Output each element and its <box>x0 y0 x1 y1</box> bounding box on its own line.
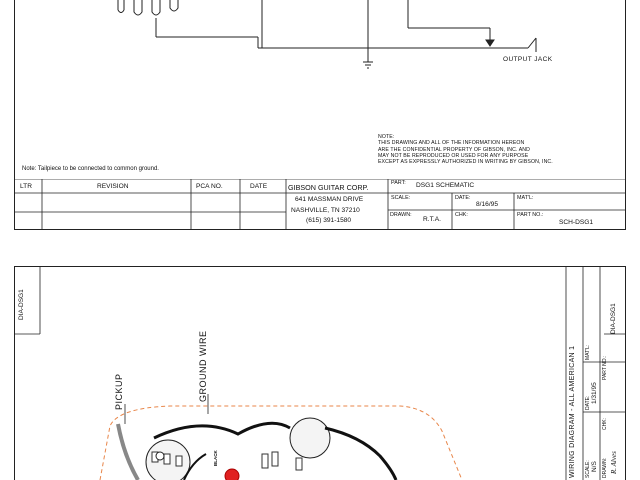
pot-lug <box>296 458 302 470</box>
wiring-title: WIRING DIAGRAM - ALL AMERICAN 1 <box>569 345 576 478</box>
header-revision: REVISION <box>97 183 129 190</box>
scale-label: SCALE: <box>391 195 411 201</box>
wiring-partno-label: PART NO.: <box>602 355 608 380</box>
jack-sleeve <box>528 38 536 48</box>
confidential-note: NOTE: THIS DRAWING AND ALL OF THE INFORMATION HEREON ARE THE CONFIDENTIAL PROPERTY OF GIBSON, INC. AND MAY NOT BE REPRODUCED OR USED FOR ANY PURPOSE EXCEPT AS EXPRESSLY AUTHORIZED IN WRITING BY GIBSON, INC. <box>378 134 553 166</box>
phone: (615) 391-1580 <box>306 217 352 224</box>
wiring-partno-value: DIA-DSG1 <box>610 303 617 334</box>
pot-terminal-1 <box>118 0 124 13</box>
black-wire-label: BLACK <box>213 450 218 466</box>
title-block <box>14 179 626 230</box>
wiring-date-value: 1/31/95 <box>591 382 598 404</box>
partno-value: SCH-DSG1 <box>559 219 594 226</box>
wiring-signature: R. Alves <box>610 451 618 474</box>
wiring-sheet-id: DIA-DSG1 <box>18 289 25 320</box>
wiring-matl-label: MAT'L: <box>585 344 591 360</box>
drawn-label: DRAWN: <box>390 212 412 218</box>
company-name: GIBSON GUITAR CORP. <box>288 183 369 192</box>
black-wire <box>154 423 290 438</box>
pot-terminal-4 <box>170 0 178 11</box>
tone-pot <box>290 418 330 458</box>
header-ltr: LTR <box>20 183 32 190</box>
part-label: PART: <box>391 180 406 186</box>
date-label: DATE: <box>455 195 471 201</box>
pot-lug <box>272 452 278 466</box>
wiring-date-label: DATE: <box>585 395 591 410</box>
wiring-drawing <box>0 266 640 480</box>
address-line1: 641 MASSMAN DRIVE <box>295 196 364 203</box>
black-wire-2 <box>325 428 396 480</box>
pot-terminal-2 <box>134 0 142 15</box>
pot-lug <box>164 454 170 464</box>
capacitor <box>225 469 239 480</box>
ground-wire-label: GROUND WIRE <box>198 330 208 402</box>
jack-tip <box>486 40 494 46</box>
output-jack-label: OUTPUT JACK <box>503 56 553 63</box>
wiring-chk-label: CHK: <box>602 418 608 430</box>
matl-label: MAT'L: <box>517 195 534 201</box>
partno-label: PART NO.: <box>517 212 544 218</box>
date-value: 8/16/95 <box>476 201 498 208</box>
pot-lug <box>262 454 268 468</box>
header-date: DATE <box>250 183 268 190</box>
tailpiece-note: Note: Tailpiece to be connected to common ground. <box>22 166 159 172</box>
address-line2: NASHVILLE, TN 37210 <box>291 207 360 214</box>
wiring-scale-value: N/S <box>591 461 598 472</box>
drawn-value: R.T.A. <box>423 216 441 223</box>
chk-label: CHK: <box>455 212 468 218</box>
solder-joint <box>156 452 164 460</box>
pot-terminal-3 <box>152 0 160 15</box>
part-value: DSG1 SCHEMATIC <box>416 182 475 189</box>
wiring-drawn-label: DRAWN: <box>602 457 608 478</box>
pickup-label: PICKUP <box>114 373 124 410</box>
pickup-lead <box>118 424 138 480</box>
pot-lug <box>176 456 182 466</box>
header-pca: PCA NO. <box>196 183 223 190</box>
wiring-scale-label: SCALE: <box>585 460 591 478</box>
